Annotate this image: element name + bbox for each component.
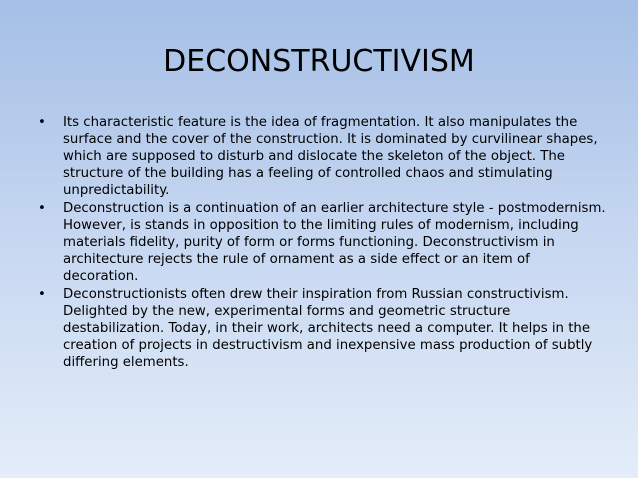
bullet-icon: •: [38, 201, 46, 216]
bullet-item-3: [38, 286, 606, 371]
bullet-text: Its characteristic feature is the idea of fragmentation. It also manipulates the surface and the cover of the construction. It is dominated by curvilinear shapes, which are supposed to disturb and dislocate the skeleton of the object. The structure of the building has a feeling of controlled chaos and stimulating unpredictability.: [63, 115, 598, 198]
bullet-item-1: [38, 114, 606, 199]
bullet-text: Deconstructionists often drew their inspiration from Russian constructivism. Delighted by the new, experimental forms and geometric structure destabilization. Today, in their work, architects need a computer. It helps in the creation of projects in destructivism and inexpensive mass production of subtly differing elements.: [63, 287, 593, 370]
bullet-item-2: [38, 200, 606, 285]
bullet-icon: •: [38, 287, 46, 302]
slide-title: DECONSTRUCTIVISM: [163, 44, 475, 79]
bullet-list: [38, 114, 606, 372]
bullet-text: Deconstruction is a continuation of an earlier architecture style - postmodernism. However, is stands in opposition to the limiting rules of modernism, including materials fidelity, purity of form or forms functioning. Deconstructivism in architecture rejects the rule of ornament as a side effect or an item of decoration.: [63, 201, 606, 284]
bullet-icon: •: [38, 115, 46, 130]
